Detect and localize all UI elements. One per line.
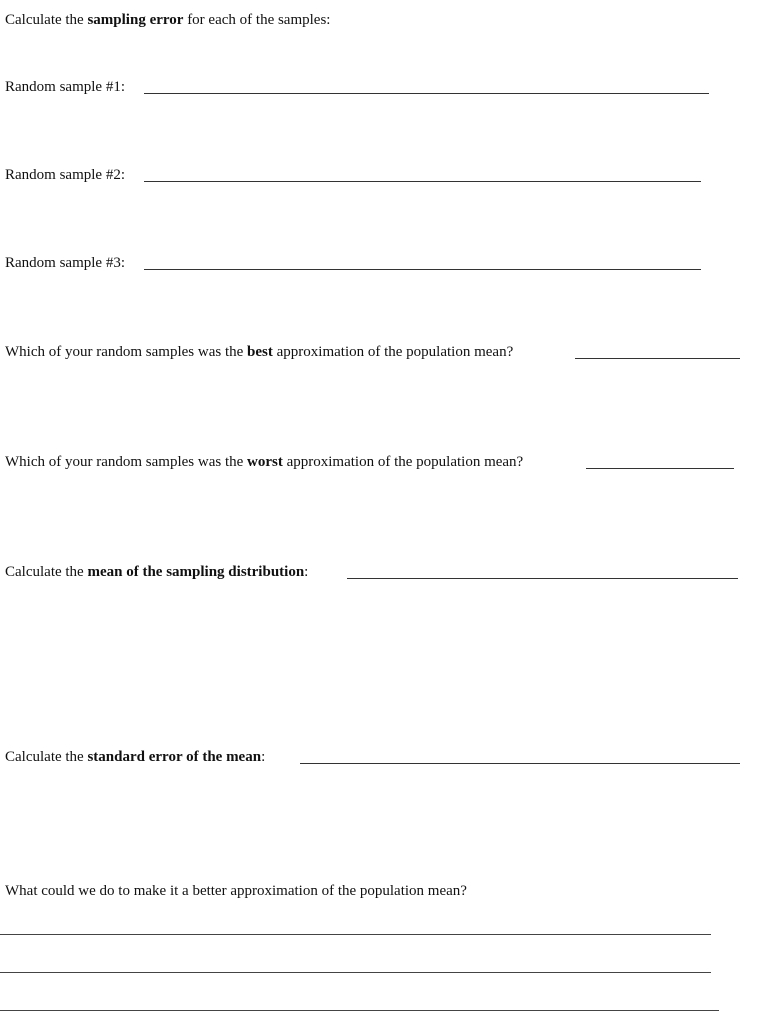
q-se-bold: standard error of the mean	[87, 749, 262, 765]
intro-suffix: for each of the samples:	[183, 12, 331, 28]
better-answer-line-1[interactable]	[0, 934, 711, 935]
question-best	[5, 343, 513, 361]
better-answer-line-3[interactable]	[0, 1010, 719, 1011]
q-best-prefix: Which of your random samples was the	[5, 344, 248, 360]
q-worst-bold: worst	[247, 454, 283, 470]
sample-1-answer-blank[interactable]	[144, 93, 709, 94]
intro-prefix: Calculate the	[5, 12, 88, 28]
intro-bold: sampling error	[87, 12, 184, 28]
question-standard-error	[5, 748, 265, 766]
best-answer-blank[interactable]	[575, 358, 740, 359]
sample-2-answer-blank[interactable]	[144, 181, 701, 182]
mean-answer-blank[interactable]	[347, 578, 738, 579]
q-mean-suffix: :	[304, 564, 309, 580]
q-se-prefix: Calculate the	[5, 749, 88, 765]
sample-2-label: Random sample #2:	[5, 167, 125, 183]
question-worst	[5, 453, 523, 471]
sample-3-label: Random sample #3:	[5, 255, 125, 271]
question-mean	[5, 563, 308, 581]
q-se-suffix: :	[261, 749, 266, 765]
q-mean-prefix: Calculate the	[5, 564, 88, 580]
standard-error-answer-blank[interactable]	[300, 763, 740, 764]
worst-answer-blank[interactable]	[586, 468, 734, 469]
q-best-bold: best	[247, 344, 273, 360]
q-worst-suffix: approximation of the population mean?	[282, 454, 524, 470]
intro-instruction	[5, 11, 330, 29]
q-mean-bold: mean of the sampling distribution	[87, 564, 305, 580]
q-worst-prefix: Which of your random samples was the	[5, 454, 248, 470]
sample-1-label: Random sample #1:	[5, 79, 125, 95]
sample-3-answer-blank[interactable]	[144, 269, 701, 270]
q-best-suffix: approximation of the population mean?	[272, 344, 514, 360]
better-answer-line-2[interactable]	[0, 972, 711, 973]
question-better-approximation: What could we do to make it a better approximation of the population mean?	[5, 883, 467, 899]
